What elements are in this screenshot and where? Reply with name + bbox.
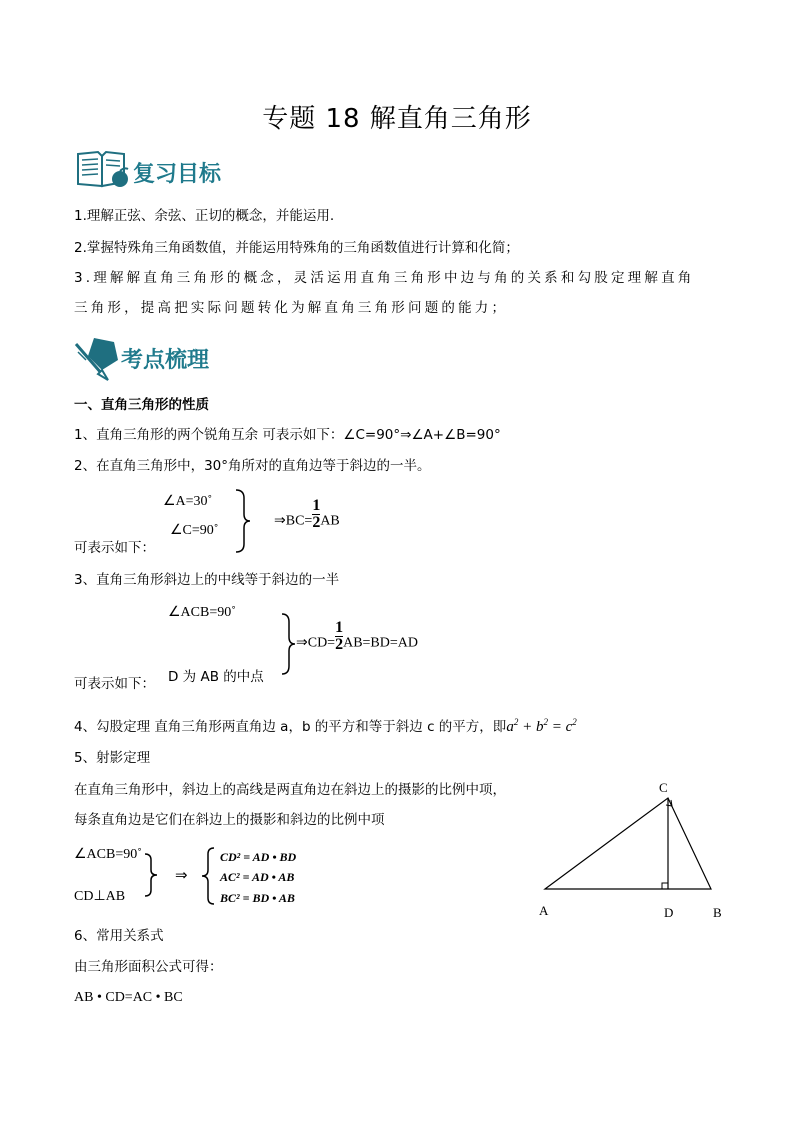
goal-3: 3.理解解直角三角形的概念，灵活运用直角三角形中边与角的关系和勾股定理解直角 (74, 270, 695, 286)
vertex-label-d: D (664, 905, 674, 920)
proj-eq-1: CD² = AD • BD (220, 850, 297, 864)
proj-arrow: ⇒ (175, 868, 188, 884)
vertex-label-a: A (539, 903, 549, 918)
goal-2: 2.掌握特殊角三角函数值，并能运用特殊角的三角函数值进行计算和化简； (74, 240, 519, 256)
expr2-den: 2 (335, 636, 344, 653)
right-triangle-figure (530, 776, 740, 926)
expr1-brace (232, 488, 254, 558)
proj-cond1: ∠ACB=90˚ (74, 847, 142, 862)
item-6-line-1: 由三角形面积公式可得： (74, 959, 223, 975)
expr1-tail: AB (320, 513, 340, 529)
item-3: 3、直角三角形斜边上的中线等于斜边的一半 (74, 572, 340, 588)
expr2-brace (278, 612, 298, 680)
section-heading-points: 考点梳理 (121, 348, 210, 373)
item-2: 2、在直角三角形中，30°角所对的直角边等于斜边的一半。 (74, 458, 431, 474)
part-heading: 一、直角三角形的性质 (74, 397, 209, 413)
item-5-line-1: 在直角三角形中，斜边上的高线是两直角边在斜边上的摄影的比例中项， (74, 782, 506, 798)
expr2-cond2: D 为 AB 的中点 (168, 669, 264, 685)
formula-exp-a: 2 (513, 717, 519, 727)
item-6-line-2: AB • CD=AC • BC (74, 990, 183, 1005)
vertex-label-b: B (713, 905, 722, 920)
expr1-den: 2 (312, 514, 321, 531)
item-1: 1、直角三角形的两个锐角互余 可表示如下：∠C=90°⇒∠A+∠B=90° (74, 427, 501, 443)
proj-eq-2: AC² = AD • AB (220, 870, 295, 884)
expr2-fraction (335, 620, 343, 653)
expr1-cond1: ∠A=30˚ (163, 494, 213, 509)
expr2-result (296, 619, 418, 653)
item-6: 6、常用关系式 (74, 928, 164, 944)
expr1-label: 可表示如下： (74, 540, 155, 556)
right-angle-d (662, 883, 668, 889)
proj-eq-3: BC² = BD • AB (220, 891, 295, 905)
formula-c: c (565, 719, 573, 735)
page-title: 专题 18 解直角三角形 (262, 104, 532, 134)
formula-exp-c: 2 (572, 717, 577, 727)
item-4 (74, 712, 577, 737)
expr2-num: 1 (335, 619, 344, 636)
formula-exp-b: 2 (543, 717, 548, 727)
proj-brace-right (200, 846, 216, 910)
item-4-text: 4、勾股定理 直角三角形两直角边 a，b 的平方和等于斜边 c 的平方，即 (74, 719, 507, 735)
formula-b: b (535, 719, 544, 735)
expr2-cond1: ∠ACB=90˚ (168, 605, 236, 620)
vertex-label-c: C (659, 780, 668, 795)
expr2-tail: AB=BD=AD (343, 635, 418, 651)
book-icon (74, 148, 134, 190)
expr1-cond2: ∠C=90˚ (170, 523, 219, 538)
expr1-result (274, 497, 340, 531)
item-5-line-2: 每条直角边是它们在斜边上的摄影和斜边的比例中项 (74, 812, 385, 828)
section-heading-review: 复习目标 (133, 162, 222, 187)
triangle-abc (545, 798, 711, 889)
expr2-arrow: ⇒CD= (296, 635, 336, 651)
expr1-num: 1 (312, 497, 321, 514)
expr1-arrow: ⇒BC= (274, 513, 313, 529)
goal-1: 1.理解正弦、余弦、正切的概念，并能运用. (74, 208, 335, 224)
proj-cond2: CD⊥AB (74, 889, 126, 904)
expr2-label: 可表示如下： (74, 676, 155, 692)
pythagoras-formula: $a^2 + b^2 = c^2$ (506, 717, 577, 735)
formula-a: a (506, 719, 514, 735)
goal-3-cont: 三角形，提高把实际问题转化为解直角三角形问题的能力； (74, 300, 509, 316)
proj-brace-left (142, 852, 160, 902)
pen-icon (72, 334, 122, 382)
item-5: 5、射影定理 (74, 750, 151, 766)
